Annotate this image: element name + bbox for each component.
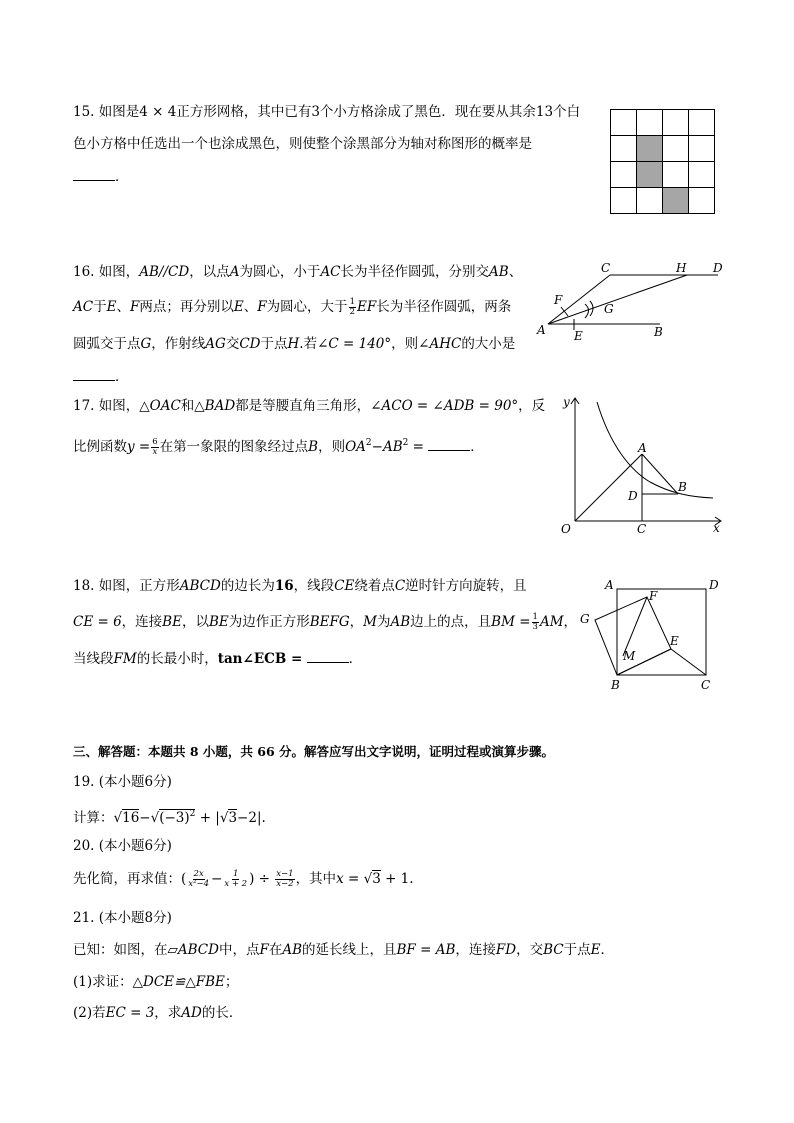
axis-x-label: x — [713, 521, 720, 535]
q16-line3: 圆弧交于点G，作射线AG交CD于点H.若∠C = 140°，则∠AHC的大小是 — [73, 336, 516, 352]
label-C: C — [601, 261, 611, 275]
q20-header: 20. (本小题6分) — [73, 838, 172, 854]
label-G: G — [604, 302, 614, 316]
q17-function-figure — [555, 390, 730, 540]
q19-header: 19. (本小题6分) — [73, 774, 172, 790]
label-D: D — [628, 489, 638, 503]
q17-line2: 比例函数y = $\frac{6}{x}$ 在第一象限的图象经过点B，则$OA^2-AB^2$ = ． — [73, 437, 484, 457]
q15-line2: 色小方格中任选出一个也涂成黑色，则使整个涂黑部分为轴对称图形的概率是 — [73, 136, 532, 152]
label-F: F — [554, 293, 563, 307]
label-D: D — [713, 261, 723, 275]
q21-part1: (1)求证：△DCE≌△FBE； — [73, 974, 239, 990]
label-M: M — [623, 649, 636, 663]
q15-grid-figure — [610, 109, 716, 215]
q16-line1: 16. 如图，AB//CD，以点A为圆心，小于AC长为半径作圆弧，分别交AB、 — [73, 264, 523, 280]
shaded-cell — [637, 136, 663, 162]
label-E: E — [670, 634, 679, 648]
label-A: A — [605, 578, 614, 592]
q18-line3: 当线段FM的长最小时，tan∠ECB = ． — [73, 651, 363, 667]
shaded-cell — [637, 162, 663, 188]
shaded-cell — [663, 188, 689, 214]
q18-square-figure — [575, 574, 725, 694]
label-D: D — [709, 578, 719, 592]
section-heading: 三、解答题：本题共 8 小题，共 66 分。解答应写出文字说明，证明过程或演算步骤。 — [73, 744, 555, 759]
label-C: C — [637, 522, 647, 536]
axis-y-label: y — [563, 395, 570, 409]
q18-line1: 18. 如图，正方形ABCD的边长为16，线段CE绕着点C逆时针方向旋转，且 — [73, 578, 527, 594]
label-A: A — [638, 441, 647, 455]
q21-line1: 已知：如图，在▱ABCD中，点F在AB的延长线上，且BF = AB，连接FD，交BC于点E． — [73, 942, 614, 958]
q16-geometry-figure — [530, 258, 730, 348]
label-A: A — [537, 323, 546, 337]
q16-line4: ． — [73, 367, 129, 387]
label-B: B — [611, 678, 620, 692]
answer-blank[interactable] — [73, 168, 115, 181]
q20-expression: 先化简，再求值：( $\frac{2x}{\text{x²−4}}$ − $\frac{1}{x + 2}$ ) ÷ $\frac{x-1}{x-2}$ ，其中x = √3 + 1. — [73, 869, 414, 889]
answer-blank[interactable] — [428, 438, 470, 451]
q21-header: 21. (本小题8分) — [73, 910, 172, 926]
answer-blank[interactable] — [73, 368, 115, 381]
q15-line1: 15. 如图是4 × 4正方形网格，其中已有3个小方格涂成了黑色．现在要从其余13个白 — [73, 104, 581, 120]
label-E: E — [574, 329, 583, 343]
q16-line2: AC于E、F两点；再分别以E、F为圆心，大于 $\frac{1}{2}$ EF长为半径作圆弧，两条 — [73, 297, 512, 317]
label-H: H — [676, 261, 687, 275]
label-B: B — [654, 325, 663, 339]
label-C: C — [701, 678, 711, 692]
q21-part2: (2)若EC = 3，求AD的长． — [73, 1005, 243, 1021]
q19-expression: 计算：$√16-√(-3)^2 + |√3-2|$. — [73, 809, 266, 826]
label-G: G — [580, 612, 590, 626]
label-F: F — [649, 589, 658, 603]
label-O: O — [561, 522, 571, 536]
label-B: B — [678, 480, 687, 494]
q15-line3: ． — [73, 167, 129, 187]
q17-line1: 17. 如图，△OAC和△BAD都是等腰直角三角形，∠ACO = ∠ADB = 90°，反 — [73, 398, 546, 414]
q18-line2: CE = 6，连接BE，以BE为边作正方形BEFG，M为AB边上的点，且BM = $\frac{1}{3}$ AM， — [73, 612, 578, 632]
answer-blank[interactable] — [307, 650, 349, 663]
